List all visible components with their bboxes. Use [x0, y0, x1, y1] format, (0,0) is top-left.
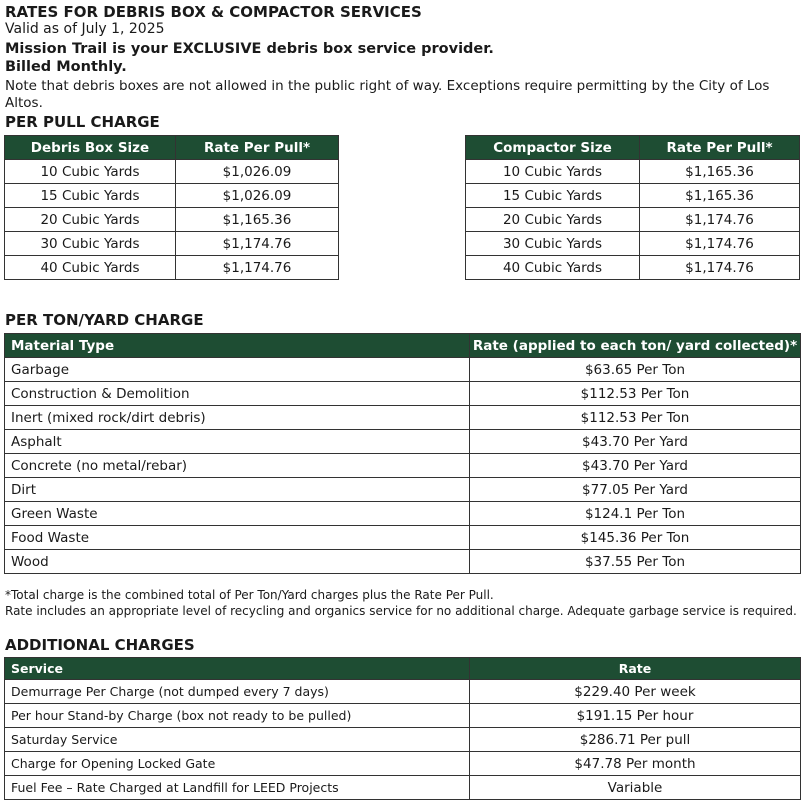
service-name: Per hour Stand-by Charge (box not ready to be pulled) [5, 704, 470, 728]
table-row [466, 232, 800, 256]
compactor-rate-header: Rate Per Pull* [640, 136, 800, 160]
material-type: Concrete (no metal/rebar) [5, 454, 470, 478]
debris-rate-header: Rate Per Pull* [176, 136, 339, 160]
material-rate: $145.36 Per Ton [470, 526, 801, 550]
table-row [5, 232, 339, 256]
compactor-size-header: Compactor Size [466, 136, 640, 160]
debris-rate: $1,165.36 [176, 208, 339, 232]
table-row [466, 184, 800, 208]
table-row [466, 208, 800, 232]
debris-size: 30 Cubic Yards [5, 232, 176, 256]
compactor-rate: $1,174.76 [640, 232, 800, 256]
table-row [5, 208, 339, 232]
material-rate: $43.70 Per Yard [470, 430, 801, 454]
compactor-size: 20 Cubic Yards [466, 208, 640, 232]
valid-date: Valid as of July 1, 2025 [5, 21, 165, 37]
page-title: RATES FOR DEBRIS BOX & COMPACTOR SERVICES [5, 3, 422, 21]
table-row [5, 526, 801, 550]
service-rate: $191.15 Per hour [470, 704, 801, 728]
material-rate: $43.70 Per Yard [470, 454, 801, 478]
debris-size-header: Debris Box Size [5, 136, 176, 160]
service-rate: $47.78 Per month [470, 752, 801, 776]
debris-rate: $1,026.09 [176, 160, 339, 184]
table-row [5, 550, 801, 574]
table-row [5, 184, 339, 208]
material-type-header: Material Type [5, 334, 470, 358]
table-row [5, 256, 339, 280]
service-rate: Variable [470, 776, 801, 800]
material-type: Wood [5, 550, 470, 574]
table-row [466, 256, 800, 280]
table-row [5, 454, 801, 478]
table-row [5, 406, 801, 430]
service-rate: $229.40 Per week [470, 680, 801, 704]
material-rate-header: Rate (applied to each ton/ yard collected)* [470, 334, 801, 358]
service-rate-header: Rate [470, 658, 801, 680]
table-row [5, 776, 801, 800]
material-type: Construction & Demolition [5, 382, 470, 406]
table-row [5, 478, 801, 502]
material-rate: $124.1 Per Ton [470, 502, 801, 526]
material-type: Food Waste [5, 526, 470, 550]
service-name: Demurrage Per Charge (not dumped every 7 days) [5, 680, 470, 704]
additional-charges-heading: ADDITIONAL CHARGES [5, 636, 195, 654]
material-rate: $112.53 Per Ton [470, 406, 801, 430]
service-name: Fuel Fee – Rate Charged at Landfill for LEED Projects [5, 776, 470, 800]
debris-rate: $1,174.76 [176, 232, 339, 256]
right-of-way-note: Note that debris boxes are not allowed in the public right of way. Exceptions require permitting by the City of Los Altos. [5, 78, 770, 111]
material-rate: $63.65 Per Ton [470, 358, 801, 382]
compactor-size: 30 Cubic Yards [466, 232, 640, 256]
table-row [5, 160, 339, 184]
service-name: Charge for Opening Locked Gate [5, 752, 470, 776]
material-type: Green Waste [5, 502, 470, 526]
service-header: Service [5, 658, 470, 680]
footnote-total: *Total charge is the combined total of Per Ton/Yard charges plus the Rate Per Pull. [5, 588, 494, 602]
exclusive-provider-text: Mission Trail is your EXCLUSIVE debris box service provider. [5, 41, 494, 57]
material-table [4, 333, 801, 574]
debris-size: 15 Cubic Yards [5, 184, 176, 208]
compactor-rate: $1,165.36 [640, 160, 800, 184]
table-row [5, 704, 801, 728]
debris-size: 10 Cubic Yards [5, 160, 176, 184]
billing-text: Billed Monthly. [5, 59, 127, 75]
table-row [5, 728, 801, 752]
material-rate: $77.05 Per Yard [470, 478, 801, 502]
debris-size: 20 Cubic Yards [5, 208, 176, 232]
material-type: Garbage [5, 358, 470, 382]
table-row [5, 358, 801, 382]
table-row [5, 680, 801, 704]
per-ton-heading: PER TON/YARD CHARGE [5, 311, 204, 329]
compactor-rate: $1,174.76 [640, 256, 800, 280]
table-row [5, 430, 801, 454]
debris-size: 40 Cubic Yards [5, 256, 176, 280]
material-type: Dirt [5, 478, 470, 502]
material-rate: $112.53 Per Ton [470, 382, 801, 406]
debris-rate: $1,026.09 [176, 184, 339, 208]
table-row [5, 752, 801, 776]
footnote-recycling: Rate includes an appropriate level of recycling and organics service for no additional charge. Adequate garbage service is required. [5, 604, 797, 618]
compactor-rate: $1,165.36 [640, 184, 800, 208]
additional-charges-table [4, 657, 801, 800]
debris-rate: $1,174.76 [176, 256, 339, 280]
compactor-rate: $1,174.76 [640, 208, 800, 232]
service-name: Saturday Service [5, 728, 470, 752]
compactor-size: 40 Cubic Yards [466, 256, 640, 280]
compactor-table [465, 135, 800, 280]
compactor-size: 15 Cubic Yards [466, 184, 640, 208]
material-type: Inert (mixed rock/dirt debris) [5, 406, 470, 430]
material-type: Asphalt [5, 430, 470, 454]
compactor-size: 10 Cubic Yards [466, 160, 640, 184]
material-rate: $37.55 Per Ton [470, 550, 801, 574]
debris-box-table [4, 135, 339, 280]
table-row [466, 160, 800, 184]
table-row [5, 502, 801, 526]
service-rate: $286.71 Per pull [470, 728, 801, 752]
per-pull-heading: PER PULL CHARGE [5, 113, 160, 131]
table-row [5, 382, 801, 406]
